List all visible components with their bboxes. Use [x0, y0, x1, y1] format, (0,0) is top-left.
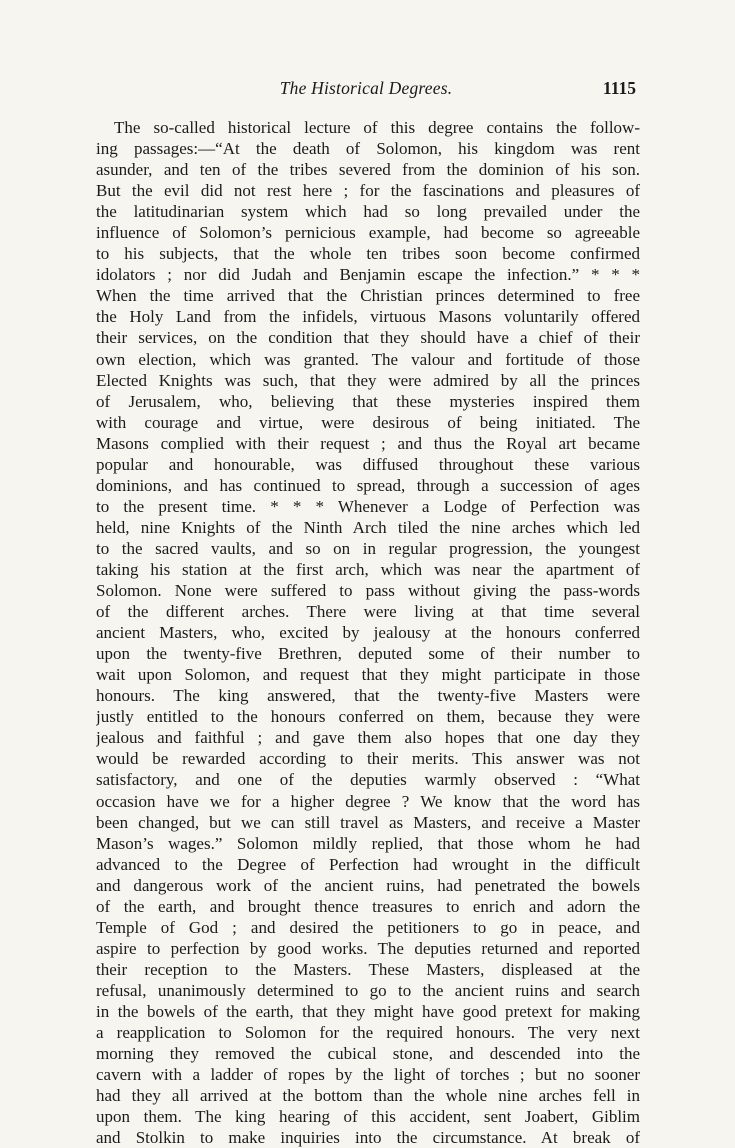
- text-line: of the different arches. There were living at that time several: [96, 602, 640, 622]
- text-line: aspire to perfection by good works. The deputies returned and reported: [96, 938, 640, 958]
- text-line: to the sacred vaults, and so on in regular progression, the youngest: [96, 538, 640, 558]
- text-line: would be rewarded according to their merits. This answer was not: [96, 749, 640, 769]
- text-line: and dangerous work of the ancient ruins, had penetrated the bowels: [96, 875, 640, 895]
- text-line: refusal, unanimously determined to go to the ancient ruins and search: [96, 980, 640, 1000]
- text-line: in the bowels of the earth, that they might have good pretext for making: [96, 1001, 640, 1021]
- text-line: and Stolkin to make inquiries into the circumstance. At break of: [96, 1128, 640, 1148]
- text-line: ing passages:—“At the death of Solomon, his kingdom was rent: [96, 139, 640, 159]
- text-line: morning they removed the cubical stone, and descended into the: [96, 1044, 640, 1064]
- text-line: a reapplication to Solomon for the required honours. The very next: [96, 1023, 640, 1043]
- text-line: own election, which was granted. The valour and fortitude of those: [96, 349, 640, 369]
- text-line: honours. The king answered, that the twenty-five Masters were: [96, 686, 640, 706]
- text-line: of the earth, and brought thence treasures to enrich and adorn the: [96, 896, 640, 916]
- text-line: influence of Solomon’s pernicious example, had become so agreeable: [96, 223, 640, 243]
- text-line: their services, on the condition that they should have a chief of their: [96, 328, 640, 348]
- text-line: to the present time. * * * Whenever a Lodge of Perfection was: [96, 496, 640, 516]
- text-line: with courage and virtue, were desirous of being initiated. The: [96, 412, 640, 432]
- text-line: But the evil did not rest here ; for the fascinations and pleasures of: [96, 181, 640, 201]
- text-line: taking his station at the first arch, which was near the apartment of: [96, 559, 640, 579]
- text-line: Elected Knights was such, that they were admired by all the princes: [96, 370, 640, 390]
- text-line: Masons complied with their request ; and thus the Royal art became: [96, 433, 640, 453]
- text-line: jealous and faithful ; and gave them also hopes that one day they: [96, 728, 640, 748]
- text-line: to his subjects, that the whole ten tribes soon become confirmed: [96, 244, 640, 264]
- text-line: When the time arrived that the Christian princes determined to free: [96, 286, 640, 306]
- text-line: of Jerusalem, who, believing that these mysteries inspired them: [96, 391, 640, 411]
- text-line: dominions, and has continued to spread, through a succession of ages: [96, 475, 640, 495]
- text-line: ancient Masters, who, excited by jealousy at the honours conferred: [96, 623, 640, 643]
- text-line: cavern with a ladder of ropes by the light of torches ; but no sooner: [96, 1065, 640, 1085]
- text-line: upon the twenty-five Brethren, deputed some of their number to: [96, 644, 640, 664]
- text-line: occasion have we for a higher degree ? We know that the word has: [96, 791, 640, 811]
- text-line: The so-called historical lecture of this degree contains the follow-: [114, 118, 640, 137]
- running-title: The Historical Degrees.: [279, 78, 453, 98]
- text-line: the latitudinarian system which had so long prevailed under the: [96, 202, 640, 222]
- text-line: asunder, and ten of the tribes severed from the dominion of his son.: [96, 160, 640, 180]
- text-line: upon them. The king hearing of this accident, sent Joabert, Giblim: [96, 1107, 640, 1127]
- text-line: Mason’s wages.” Solomon mildly replied, that those whom he had: [96, 833, 640, 853]
- text-line: Temple of God ; and desired the petitioners to go in peace, and: [96, 917, 640, 937]
- text-line: wait upon Solomon, and request that they might participate in those: [96, 665, 640, 685]
- text-line: their reception to the Masters. These Masters, displeased at the: [96, 959, 640, 979]
- text-line: Solomon. None were suffered to pass without giving the pass-words: [96, 581, 640, 601]
- page-number: 1115: [602, 78, 636, 98]
- text-line: popular and honourable, was diffused throughout these various: [96, 454, 640, 474]
- text-line: justly entitled to the honours conferred on them, because they were: [96, 707, 640, 727]
- text-line: held, nine Knights of the Ninth Arch tiled the nine arches which led: [96, 517, 640, 537]
- text-line: had they all arrived at the bottom than the whole nine arches fell in: [96, 1086, 640, 1106]
- text-line: satisfactory, and one of the deputies warmly observed : “What: [96, 770, 640, 790]
- text-line: idolators ; nor did Judah and Benjamin escape the infection.” * * *: [96, 265, 640, 285]
- running-head: [96, 78, 636, 102]
- text-line: advanced to the Degree of Perfection had wrought in the difficult: [96, 854, 640, 874]
- text-line: the Holy Land from the infidels, virtuous Masons voluntarily offered: [96, 307, 640, 327]
- body-paragraph: [96, 117, 640, 1148]
- text-line: been changed, but we can still travel as Masters, and receive a Master: [96, 812, 640, 832]
